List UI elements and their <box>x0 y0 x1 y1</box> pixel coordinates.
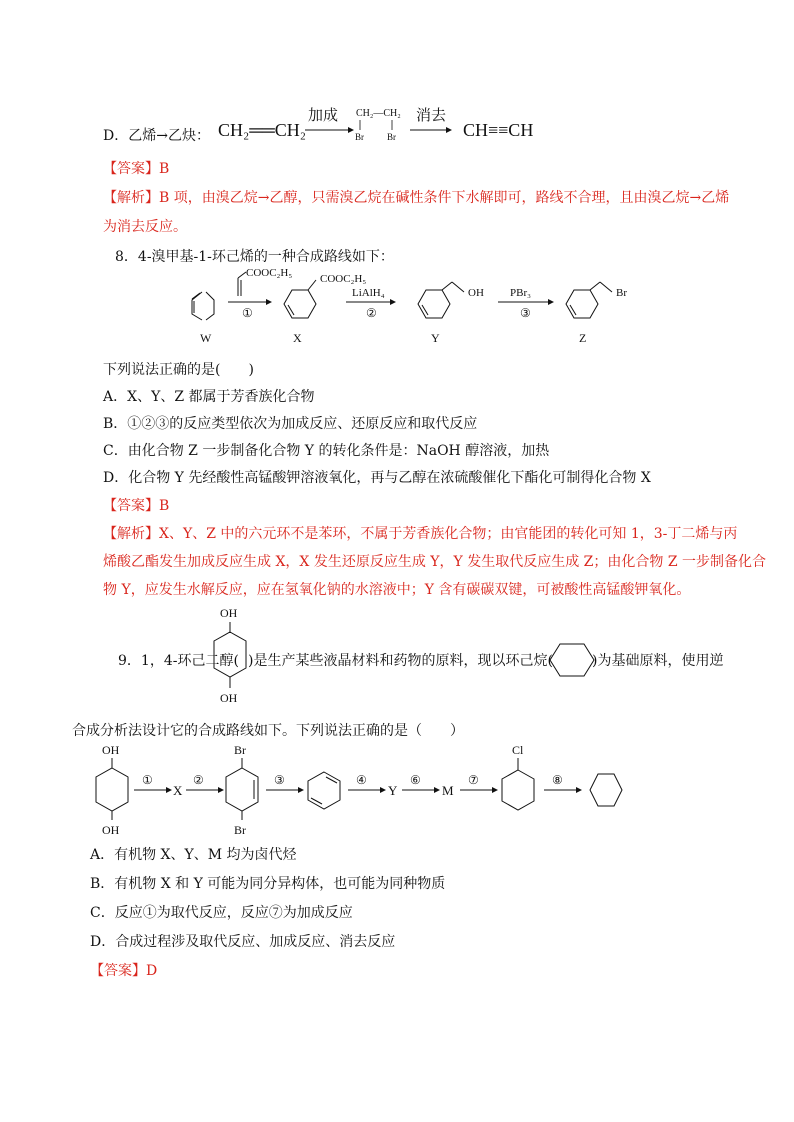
q8-question: 下列说法正确的是( ) <box>103 362 254 378</box>
q9-scheme-oh-top: OH <box>102 743 120 757</box>
q8-arrow-3-head <box>548 299 554 305</box>
answer-tag: 【答案】 <box>90 963 146 979</box>
q8-stem: 8．4-溴甲基-1-环己烯的一种合成路线如下： <box>115 249 394 265</box>
q8-step3-reagent: PBr₃ <box>510 287 531 299</box>
q9-br-bottom: Br <box>234 823 246 837</box>
q9-step-8: ⑧ <box>552 773 563 787</box>
q9-stem-part3: )为基础原料，使用逆 <box>592 653 724 669</box>
q8-y-structure <box>418 282 464 318</box>
q8-step2: ② <box>366 306 377 320</box>
q8-option-c: C．由化合物 Z 一步制备化合物 Y 的转化条件是：NaOH 醇溶液，加热 <box>103 443 550 459</box>
q9-oh-bottom: OH <box>220 691 238 705</box>
q8-z-substituent: Br <box>616 287 627 299</box>
q9-option-b: B．有机物 X 和 Y 可能为同分异构体，也可能为同种物质 <box>90 876 446 892</box>
answer-value: D <box>146 963 158 979</box>
q8-label-x: X <box>293 331 302 345</box>
q9-option-c: C．反应①为取代反应，反应⑦为加成反应 <box>90 905 353 921</box>
q9-m: M <box>442 783 454 798</box>
q9-synthesis-scheme <box>90 742 630 838</box>
q8-step2-reagent: LiAlH₄ <box>352 287 385 299</box>
q8-answer <box>103 495 169 515</box>
q8-arrow-2-head <box>390 299 396 305</box>
q9-answer <box>90 960 157 980</box>
q8-reagent-ester: COOC₂H₅ <box>246 267 293 279</box>
q8-analysis-line1 <box>103 523 737 543</box>
q7-analysis-line2: 为消去反应。 <box>103 219 187 235</box>
answer-value: B <box>159 161 170 177</box>
q8-synthesis-scheme <box>180 262 640 352</box>
q8-option-d: D．化合物 Y 先经酸性高锰酸钾溶液氧化，再与乙醇在浓硫酸催化下酯化可制得化合物 X <box>103 470 651 486</box>
q9-step-3: ③ <box>274 773 285 787</box>
q8-option-a: A．X、Y、Z 都属于芳香族化合物 <box>103 389 315 405</box>
q9-cl: Cl <box>512 743 524 757</box>
q7-ethylene: CH₂══CH₂ <box>218 120 307 140</box>
q7-acetylene: CH≡≡CH <box>463 120 534 140</box>
q7-analysis-line1 <box>103 187 729 207</box>
q9-scheme-oh-bottom: OH <box>102 823 120 837</box>
q9-option-d: D．合成过程涉及取代反应、加成反应、消去反应 <box>90 934 396 950</box>
q9-step-6: ⑥ <box>410 773 421 787</box>
q7-br-1: Br <box>355 132 364 142</box>
q7-step1-label: 加成 <box>308 108 339 124</box>
q7-option-d-label: D．乙烯→乙炔： <box>103 128 210 144</box>
q8-z-structure <box>566 282 612 318</box>
q8-step3: ③ <box>520 306 531 320</box>
q8-butadiene-structure <box>192 292 214 320</box>
q8-option-b: B．①②③的反应类型依次为加成反应、还原反应和取代反应 <box>103 416 478 432</box>
q8-analysis-line2: 烯酸乙酯发生加成反应生成 X，X 发生还原反应生成 Y，Y 发生取代反应生成 Z；由化合物 Z 一步制备化合 <box>103 554 767 570</box>
q7-arrow-1-head <box>348 127 354 133</box>
q9-option-a: A．有机物 X、Y、M 均为卤代烃 <box>90 847 297 863</box>
q9-stem-part2: )是生产某些液晶材料和药物的原料，现以环己烷( <box>248 653 553 669</box>
answer-tag: 【答案】 <box>103 498 159 514</box>
q7-br-2: Br <box>387 132 396 142</box>
q7-answer <box>103 158 169 178</box>
q9-step-7: ⑦ <box>468 773 479 787</box>
q9-oh-top: OH <box>220 606 238 620</box>
q9-step-2: ② <box>193 773 204 787</box>
q8-y-substituent: OH <box>468 287 484 299</box>
q7-arrow-2-head <box>446 127 452 133</box>
q8-label-z: Z <box>579 331 587 345</box>
q8-analysis-line3: 物 Y，应发生水解反应，应在氢氧化钠的水溶液中；Y 含有碳碳双键，可被酸性高锰酸钾氧化。 <box>103 582 691 598</box>
q8-x-substituent: COOC₂H₅ <box>320 273 367 285</box>
q9-stem-line2: 合成分析法设计它的合成路线如下。下列说法正确的是（ ） <box>72 723 464 739</box>
q9-stem-part1: 9．1，4-环己二醇( <box>118 653 239 669</box>
q9-y: Y <box>388 783 398 798</box>
cyclohexane-inline-structure <box>548 640 598 680</box>
q8-label-w: W <box>200 331 212 345</box>
q8-step1: ① <box>242 306 253 320</box>
q8-label-y: Y <box>431 331 440 345</box>
answer-tag: 【答案】 <box>103 161 159 177</box>
q9-br-top: Br <box>234 743 246 757</box>
q8-arrow-1-head <box>266 299 272 305</box>
analysis-tag: 【解析】 <box>103 526 159 542</box>
analysis-text: X、Y、Z 中的六元环不是苯环，不属于芳香族化合物；由官能团的转化可知 1，3-丁二烯与丙 <box>159 526 738 542</box>
q9-step-4: ④ <box>356 773 367 787</box>
q8-acrylate-structure <box>238 272 246 296</box>
q9-step-1: ① <box>142 773 153 787</box>
q8-x-structure <box>284 280 316 318</box>
q7-step2-label: 消去 <box>416 108 447 124</box>
answer-value: B <box>159 498 170 514</box>
analysis-tag: 【解析】 <box>103 190 159 206</box>
analysis-text: B 项，由溴乙烷→乙醇，只需溴乙烷在碱性条件下水解即可，路线不合理，且由溴乙烷→乙烯 <box>159 190 730 206</box>
q7-dibromo-chain: CH₂—CH₂ <box>356 108 401 119</box>
q9-x: X <box>173 783 183 798</box>
